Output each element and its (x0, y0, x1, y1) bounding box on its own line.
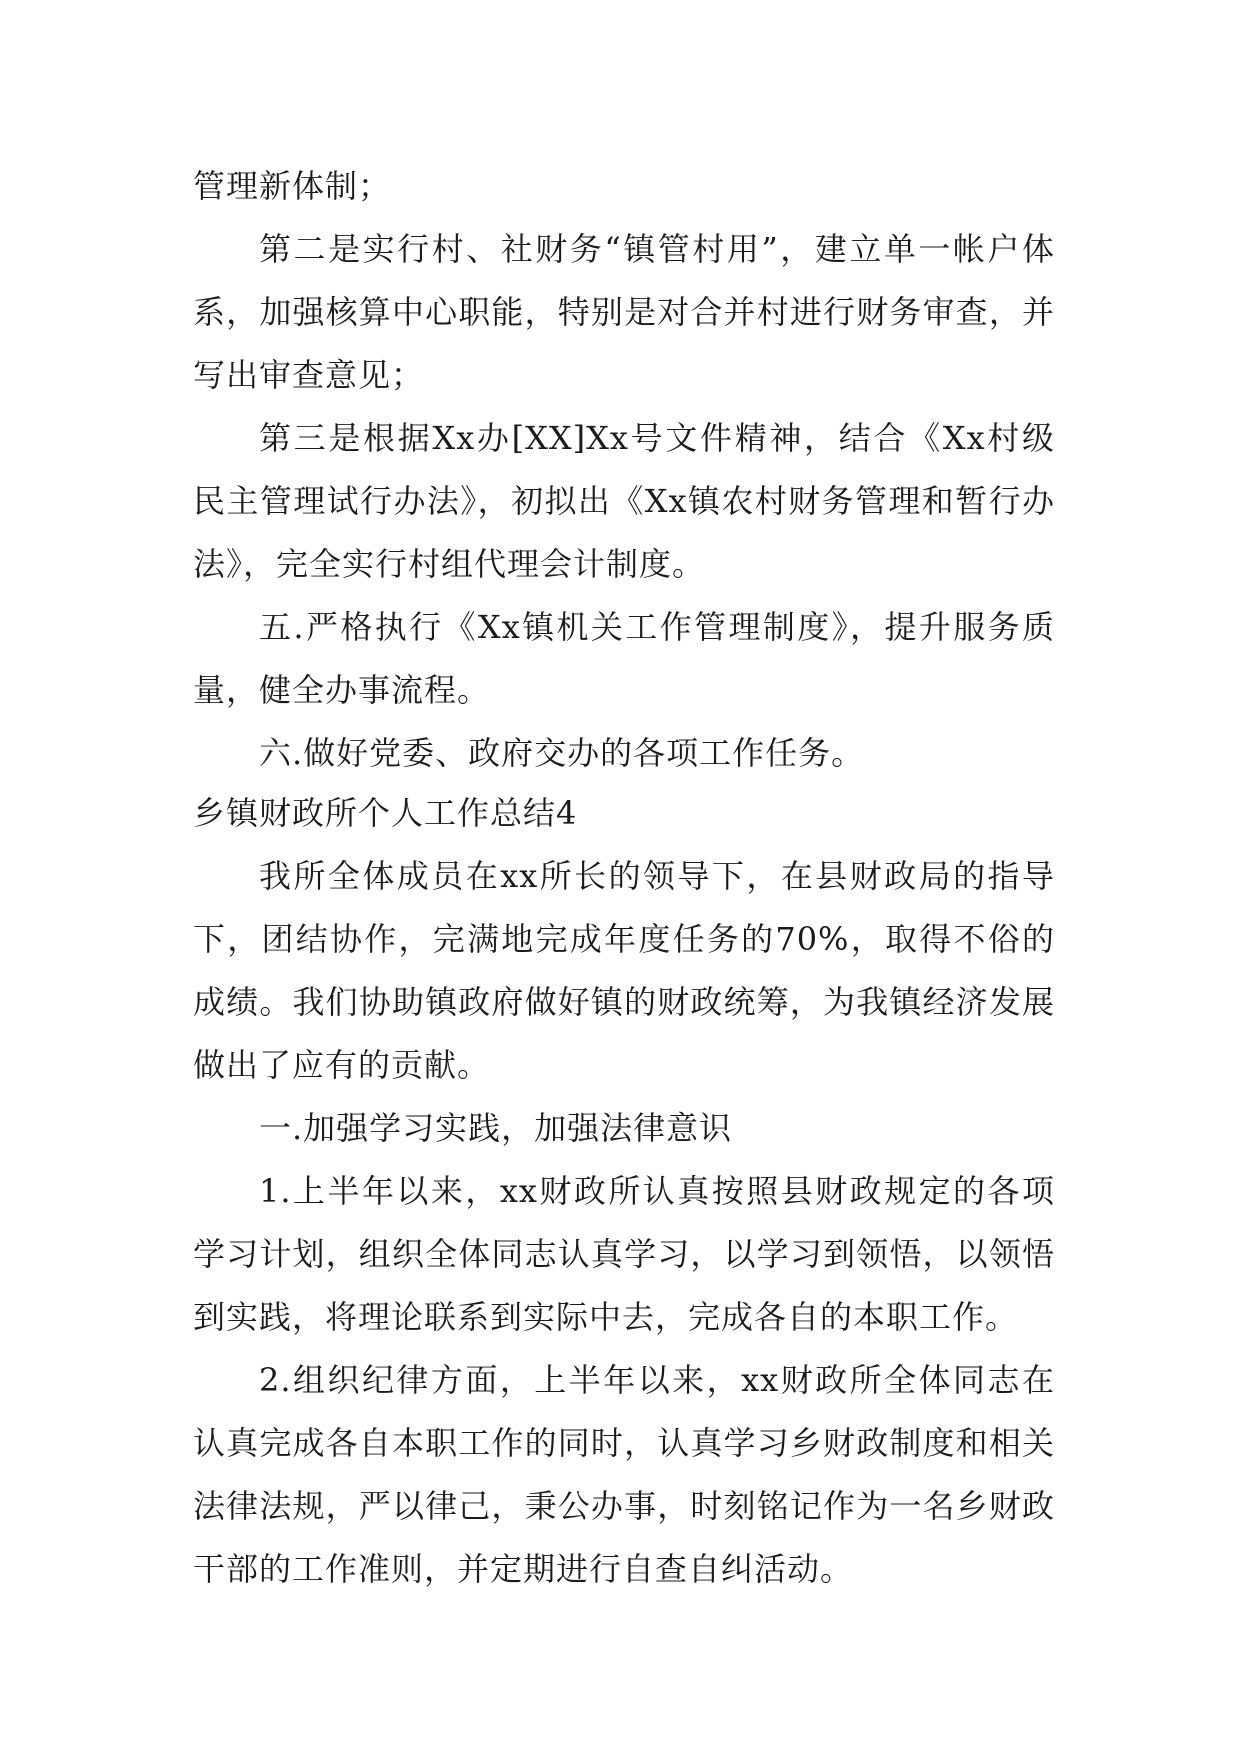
paragraph-item-5: 五.严格执行《Xx镇机关工作管理制度》，提升服务质量，健全办事流程。 (193, 608, 1055, 709)
paragraph-point-1: 1.上半年以来，xx财政所认真按照县财政规定的各项学习计划，组织全体同志认真学习，以学习到领悟，以领悟到实践，将理论联系到实际中去，完成各自的本职工作。 (193, 1172, 1055, 1336)
paragraph-continuation: 管理新体制； (193, 167, 392, 205)
subheading-study-practice: 一.加强学习实践，加强法律意识 (259, 1109, 733, 1147)
section-summary-4 (193, 782, 1055, 1601)
paragraph-item-2: 第二是实行村、社财务“镇管村用”，建立单一帐户体系，加强核算中心职能，特别是对合并村进行财务审查，并写出审查意见； (193, 230, 1055, 394)
paragraph-item-3: 第三是根据Xx办[XX]Xx号文件精神，结合《Xx村级民主管理试行办法》，初拟出《Xx镇农村财务管理和暂行办法》，完全实行村组代理会计制度。 (193, 419, 1055, 583)
section-title: 乡镇财政所个人工作总结4 (193, 794, 578, 832)
paragraph-intro: 我所全体成员在xx所长的领导下，在县财政局的指导下，团结协作，完满地完成年度任务的70%，取得不俗的成绩。我们协助镇政府做好镇的财政统筹，为我镇经济发展做出了应有的贡献。 (193, 857, 1055, 1084)
section-continued-text (193, 155, 1055, 785)
paragraph-item-6: 六.做好党委、政府交办的各项工作任务。 (259, 734, 865, 772)
paragraph-point-2: 2.组织纪律方面，上半年以来，xx财政所全体同志在认真完成各自本职工作的同时，认真学习乡财政制度和相关法律法规，严以律己，秉公办事，时刻铭记作为一名乡财政干部的工作准则，并定期进行自查自纠活动。 (193, 1361, 1055, 1588)
